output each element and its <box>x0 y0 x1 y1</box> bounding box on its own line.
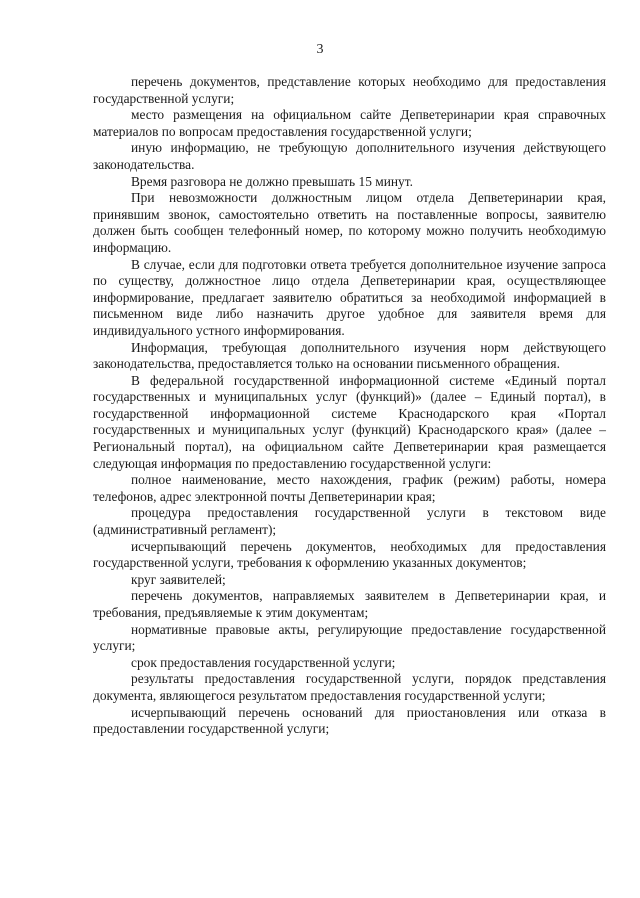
paragraph: В федеральной государственной информационной системе «Единый портал государственных и муниципальных услуг (функций)» (далее – Единый портал), в государственной информационной системе Краснодарского края «Портал государственных и муниципальных услуг (функций) Краснодарского края» (далее – Региональный портал), на официальном сайте Депветеринарии края размещается следующая информация по предоставлению государственной услуги: <box>93 372 606 471</box>
paragraph: круг заявителей; <box>131 571 226 587</box>
paragraph: При невозможности должностным лицом отдела Депветеринарии края, принявшим звонок, самостоятельно ответить на поставленные вопросы, заявителю должен быть сообщен телефонный номер, по которому можно получить необходимую информацию. <box>93 190 606 255</box>
paragraph: срок предоставления государственной услуги; <box>131 654 396 670</box>
paragraph: перечень документов, представление которых необходимо для предоставления государственной услуги; <box>93 74 606 106</box>
paragraph: полное наименование, место нахождения, график (режим) работы, номера телефонов, адрес электронной почты Депветеринарии края; <box>93 472 606 504</box>
paragraph: результаты предоставления государственной услуги, порядок представления документа, являющегося результатом предоставления государственной услуги; <box>93 671 606 703</box>
paragraph: место размещения на официальном сайте Депветеринарии края справочных материалов по вопросам предоставления государственной услуги; <box>93 107 606 139</box>
page-number: 3 <box>316 42 324 57</box>
paragraph: В случае, если для подготовки ответа требуется дополнительное изучение запроса по существу, должностное лицо отдела Депветеринарии края, осуществляющее информирование, предлагает заявителю обратиться за необходимой информацией в письменном виде либо назначить другое удобное для заявителя время для индивидуального устного информирования. <box>93 256 606 338</box>
paragraph: иную информацию, не требующую дополнительного изучения действующего законодательства. <box>93 140 606 172</box>
paragraph: исчерпывающий перечень оснований для приостановления или отказа в предоставлении государственной услуги; <box>93 704 606 737</box>
paragraph: перечень документов, направляемых заявителем в Депветеринарии края, и требования, предъявляемые к этим документам; <box>93 588 606 620</box>
document-body <box>93 74 606 738</box>
paragraph: процедура предоставления государственной услуги в текстовом виде (административный регламент); <box>93 505 606 538</box>
paragraph: Время разговора не должно превышать 15 минут. <box>131 173 413 189</box>
paragraph: исчерпывающий перечень документов, необходимых для предоставления государственной услуги, требования к оформлению указанных документов; <box>93 538 606 571</box>
paragraph: Информация, требующая дополнительного изучения норм действующего законодательства, предоставляется только на основании письменного обращения. <box>93 339 606 372</box>
paragraph: нормативные правовые акты, регулирующие предоставление государственной услуги; <box>93 621 606 654</box>
